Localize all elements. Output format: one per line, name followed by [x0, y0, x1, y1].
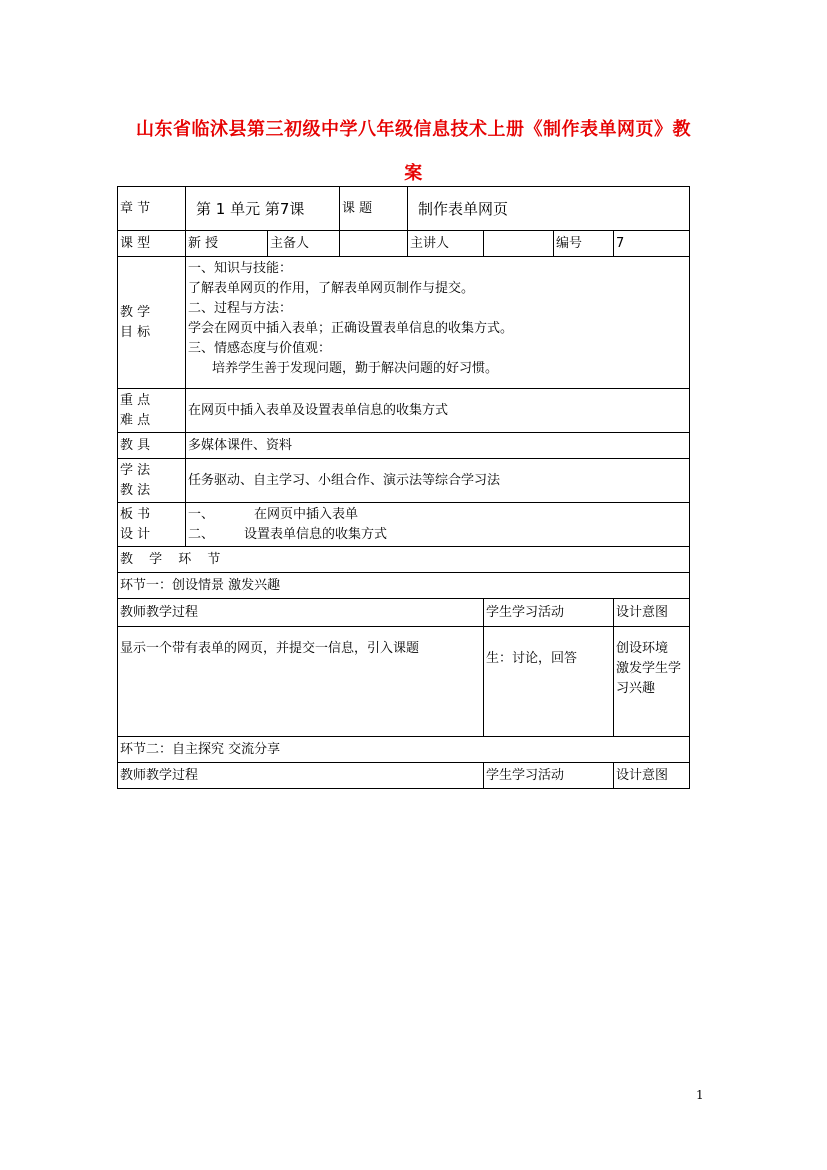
section1-intent [614, 627, 690, 737]
row-tools [118, 433, 690, 459]
goals-label [118, 257, 186, 389]
section2-title: 环节二：自主探究 交流分享 [118, 737, 690, 763]
section1-col-intent: 设计意图 [614, 599, 690, 627]
lesson-plan-table [117, 186, 690, 789]
board-label-line1: 板 书 [120, 506, 151, 522]
board-item-1-num: 一、 [188, 506, 215, 522]
goals-line: 培养学生善于发现问题，勤于解决问题的好习惯。 [212, 361, 499, 376]
row-board [118, 503, 690, 547]
key-label-line1: 重 点 [120, 392, 151, 408]
row-steps-header [118, 547, 690, 573]
topic-label: 课 题 [340, 187, 408, 231]
board-item-2 [188, 525, 687, 545]
section1-intent-line: 创设环境 [616, 641, 669, 656]
goals-label-line2: 目 标 [120, 324, 151, 340]
board-item-1 [188, 505, 687, 525]
section1-col-student: 学生学习活动 [484, 599, 614, 627]
preparer-label: 主备人 [268, 231, 340, 257]
chapter-label: 章 节 [118, 187, 186, 231]
section1-title: 环节一：创设情景 激发兴趣 [118, 573, 690, 599]
number-label: 编号 [554, 231, 614, 257]
chapter-value: 第 1 单元 第7课 [186, 187, 340, 231]
methods-value: 任务驱动、自主学习、小组合作、演示法等综合学习法 [186, 459, 690, 503]
row-section2-header [118, 763, 690, 789]
goals-line: 三、情感态度与价值观： [188, 341, 332, 356]
row-section2-title [118, 737, 690, 763]
goals-line: 了解表单网页的作用，了解表单网页制作与提交。 [188, 281, 475, 296]
row-chapter [118, 187, 690, 231]
speaker-label: 主讲人 [408, 231, 484, 257]
methods-label-line2: 教 法 [120, 482, 151, 498]
row-key [118, 389, 690, 433]
section1-intent-line: 习兴趣 [616, 681, 656, 696]
goals-content [186, 257, 690, 389]
page-number: 1 [696, 1088, 704, 1102]
row-section1-title [118, 573, 690, 599]
goals-line: 学会在网页中插入表单；正确设置表单信息的收集方式。 [188, 321, 514, 336]
tools-label: 教 具 [118, 433, 186, 459]
goals-label-line1: 教 学 [120, 304, 151, 320]
board-content [186, 503, 690, 547]
row-goals [118, 257, 690, 389]
type-label: 课 型 [118, 231, 186, 257]
goals-line: 一、知识与技能： [188, 261, 293, 276]
section1-col-teacher: 教师教学过程 [118, 599, 484, 627]
section2-col-intent: 设计意图 [614, 763, 690, 789]
section2-col-student: 学生学习活动 [484, 763, 614, 789]
document-title-line1: 山东省临沭县第三初级中学八年级信息技术上册《制作表单网页》教 [136, 119, 691, 140]
row-section1-header [118, 599, 690, 627]
row-type [118, 231, 690, 257]
tools-value: 多媒体课件、资料 [186, 433, 690, 459]
row-section1-content [118, 627, 690, 737]
speaker-value [484, 231, 554, 257]
key-label [118, 389, 186, 433]
key-label-line2: 难 点 [120, 412, 151, 428]
board-item-1-text: 在网页中插入表单 [254, 506, 359, 522]
document-title-line2: 案 [404, 163, 423, 184]
document-title [110, 108, 717, 196]
section2-col-teacher: 教师教学过程 [118, 763, 484, 789]
section1-teacher-text: 显示一个带有表单的网页，并提交一信息，引入课题 [118, 627, 484, 737]
steps-header: 教 学 环 节 [118, 547, 690, 573]
goals-line: 二、过程与方法： [188, 301, 293, 316]
methods-label-line1: 学 法 [120, 462, 151, 478]
section1-student-text: 生：讨论，回答 [484, 627, 614, 737]
preparer-value [340, 231, 408, 257]
board-item-2-num: 二、 [188, 526, 215, 542]
type-value: 新 授 [186, 231, 268, 257]
row-methods [118, 459, 690, 503]
board-label [118, 503, 186, 547]
board-label-line2: 设 计 [120, 526, 151, 542]
topic-value: 制作表单网页 [408, 187, 690, 231]
methods-label [118, 459, 186, 503]
number-value: 7 [614, 231, 690, 257]
section1-intent-line: 激发学生学 [616, 661, 682, 676]
key-value: 在网页中插入表单及设置表单信息的收集方式 [186, 389, 690, 433]
board-item-2-text: 设置表单信息的收集方式 [244, 526, 388, 542]
